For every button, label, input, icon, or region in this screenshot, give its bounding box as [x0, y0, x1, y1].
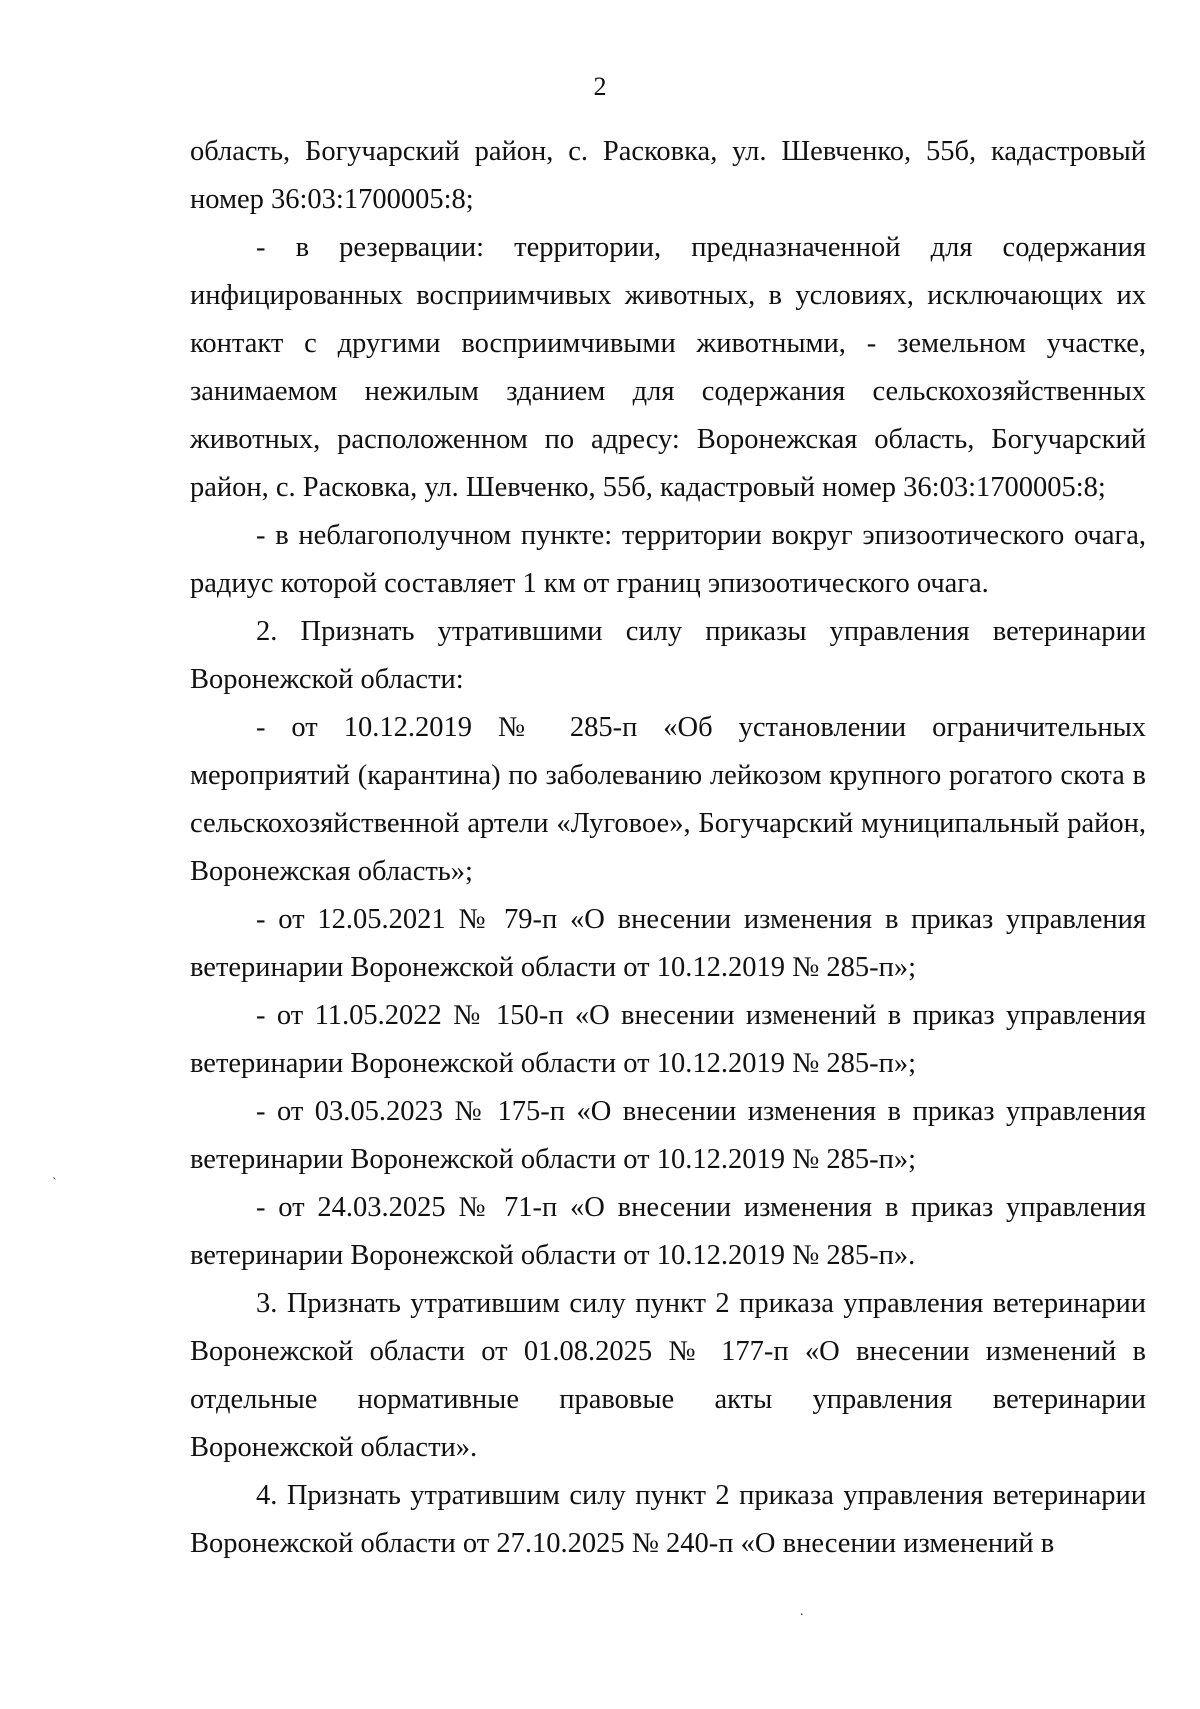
paragraph-order-71: - от 24.03.2025 № 71-п «О внесении изменения в приказ управления ветеринарии Воронежской области от 10.12.2019 № 285-п». — [190, 1192, 1146, 1271]
paragraph-order-79: - от 12.05.2021 № 79-п «О внесении изменения в приказ управления ветеринарии Воронежской области от 10.12.2019 № 285-п»; — [190, 904, 1146, 983]
paragraph-order-175: - от 03.05.2023 № 175-п «О внесении изменения в приказ управления ветеринарии Воронежской области от 10.12.2019 № 285-п»; — [190, 1096, 1146, 1175]
paragraph-unfavorable-area: - в неблагополучном пункте: территории вокруг эпизоотического очага, радиус которой составляет 1 км от границ эпизоотического очага. — [190, 520, 1146, 599]
paragraph-order-150: - от 11.05.2022 № 150-п «О внесении изменений в приказ управления ветеринарии Воронежской области от 10.12.2019 № 285-п»; — [190, 1000, 1146, 1079]
page-number: 2 — [593, 72, 607, 101]
paragraph-item-2: 2. Признать утратившими силу приказы управления ветеринарии Воронежской области: — [190, 616, 1146, 695]
paragraph-reservation: - в резервации: территории, предназначенной для содержания инфицированных восприимчивых животных, в условиях, исключающих их контакт с другими восприимчивыми животными, - земельном участке, занимаемом нежилым зданием для содержания сельскохозяйственных животных, расположенном по адресу: Воронежская область, Богучарский район, с. Расковка, ул. Шевченко, 55б, кадастровый номер 36:03:1700005:8; — [190, 232, 1146, 503]
paragraph-item-3: 3. Признать утратившим силу пункт 2 приказа управления ветеринарии Воронежской области от 01.08.2025 № 177-п «О внесении изменений в отдельные нормативные правовые акты управления ветеринарии Воронежской области». — [190, 1288, 1146, 1463]
paragraph-item-4: 4. Признать утратившим силу пункт 2 приказа управления ветеринарии Воронежской области от 27.10.2025 № 240-п «О внесении изменений в — [190, 1480, 1146, 1559]
document-body — [190, 128, 1146, 1568]
paragraph-address-continuation: область, Богучарский район, с. Расковка, ул. Шевченко, 55б, кадастровый номер 36:03:1700005:8; — [190, 136, 1146, 215]
scan-speck: . — [800, 1604, 804, 1619]
paragraph-order-285: - от 10.12.2019 № 285-п «Об установлении ограничительных мероприятий (карантина) по заболеванию лейкозом крупного рогатого скота в сельскохозяйственной артели «Луговое», Богучарский муниципальный район, Воронежская область»; — [190, 712, 1146, 887]
scan-speck: ` — [52, 1176, 57, 1191]
